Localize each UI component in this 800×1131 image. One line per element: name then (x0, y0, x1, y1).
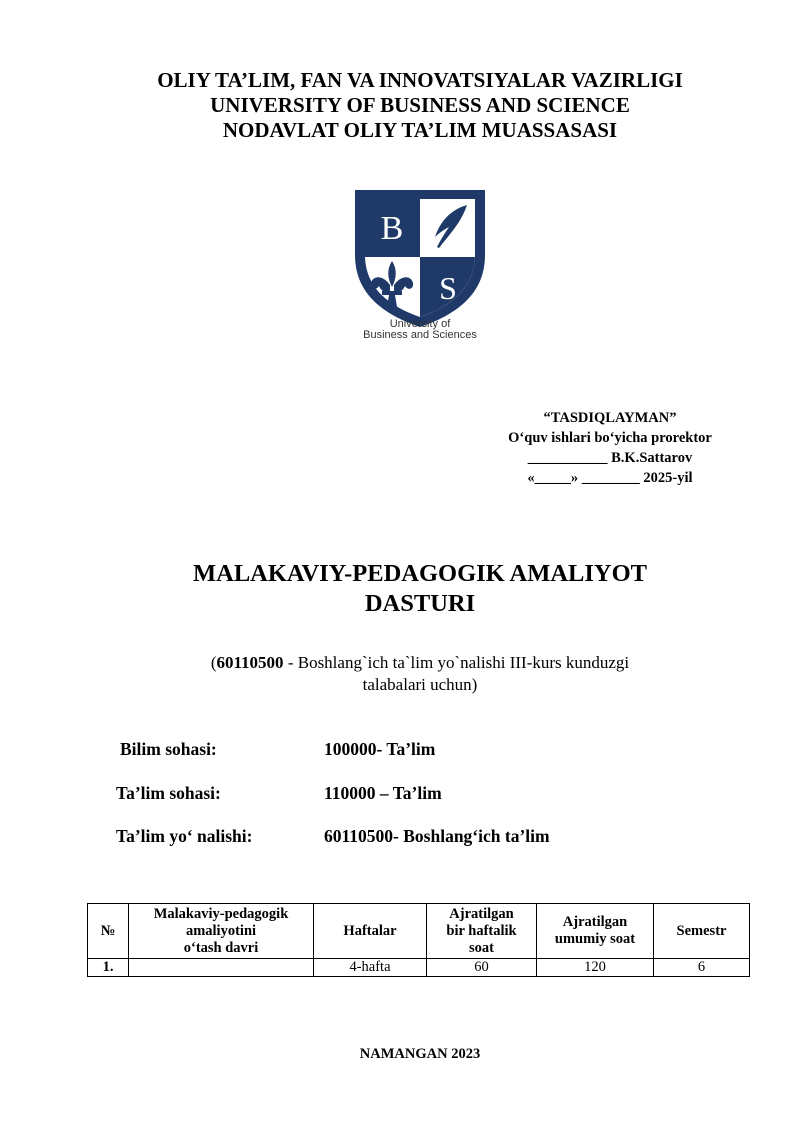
title-line2: DASTURI (364, 590, 476, 617)
col-header-weekly-l1: Ajratilgan (449, 905, 514, 922)
title-line1: MALAKAVIY-PEDAGOGIK AMALIYOT (193, 560, 647, 587)
col-header-weekly-l3: soat (469, 939, 494, 956)
table-header-row (88, 904, 750, 959)
program-code: 60110500 (216, 653, 284, 672)
footer-city-year: NAMANGAN 2023 (359, 1046, 481, 1062)
field-knowledge-area (120, 738, 680, 760)
col-header-number: № (88, 904, 129, 959)
col-header-weeks: Haftalar (314, 904, 427, 959)
approval-heading: “TASDIQLAYMAN” (543, 410, 677, 426)
logo-caption-line2: Business and Sciences (363, 329, 477, 341)
cell-total-hours: 120 (537, 959, 654, 977)
field-label: Ta’lim yo‘ nalishi: (116, 826, 253, 846)
cell-semester: 6 (654, 959, 750, 977)
col-header-period-l1: Malakaviy-pedagogik (153, 905, 289, 922)
field-label: Bilim sohasi: (120, 739, 217, 759)
header-line-university: UNIVERSITY OF BUSINESS AND SCIENCE (210, 93, 630, 117)
subtitle-text: - Boshlang`ich ta`lim yo`nalishi III-kurs kunduzgi (283, 653, 630, 672)
field-value: 110000 – Ta’lim (324, 783, 442, 803)
col-header-total-hours (537, 904, 654, 959)
field-education-direction (116, 825, 676, 847)
col-header-total-l1: Ajratilgan (562, 914, 628, 930)
ministry-header (0, 68, 800, 143)
cell-number: 1. (88, 959, 129, 977)
header-line-ministry: OLIY TA’LIM, FAN VA INNOVATSIYALAR VAZIRLIGI (157, 68, 683, 92)
cell-period (129, 959, 314, 977)
university-logo (345, 185, 495, 345)
cell-weeks: 4-hafta (314, 959, 427, 977)
field-value: 100000- Ta’lim (324, 739, 436, 759)
field-label: Ta’lim sohasi: (116, 783, 221, 803)
approval-signature-line: ___________ B.K.Sattarov (527, 450, 693, 466)
practice-schedule-table (87, 903, 750, 977)
cell-weekly-hours: 60 (427, 959, 537, 977)
col-header-period-l2: amaliyotini (185, 922, 257, 939)
field-education-area (116, 782, 676, 804)
document-subtitle (150, 652, 690, 696)
subtitle-line2: talabalari uchun) (362, 675, 478, 694)
logo-letter-s: S (439, 270, 457, 306)
col-header-weekly-l2: bir haftalik (446, 922, 517, 939)
subtitle-open-paren: ( (210, 653, 217, 672)
approval-position: O‘quv ishlari bo‘yicha prorektor (508, 430, 712, 446)
field-value: 60110500- Boshlang‘ich ta’lim (324, 826, 550, 846)
col-header-period-l3: o‘tash davri (183, 939, 259, 956)
header-line-institution: NODAVLAT OLIY TA’LIM MUASSASASI (222, 118, 618, 142)
col-header-period (129, 904, 314, 959)
logo-caption-line1: University of (389, 318, 451, 330)
table-row (88, 959, 750, 977)
logo-letter-b: B (380, 210, 404, 247)
logo-caption (335, 319, 505, 341)
approval-date-line: «_____» ________ 2025-yil (527, 470, 693, 486)
approval-block (480, 408, 740, 488)
col-header-semester: Semestr (654, 904, 750, 959)
document-title (150, 559, 690, 619)
col-header-weekly-hours (427, 904, 537, 959)
col-header-total-l2: umumiy soat (554, 931, 636, 947)
